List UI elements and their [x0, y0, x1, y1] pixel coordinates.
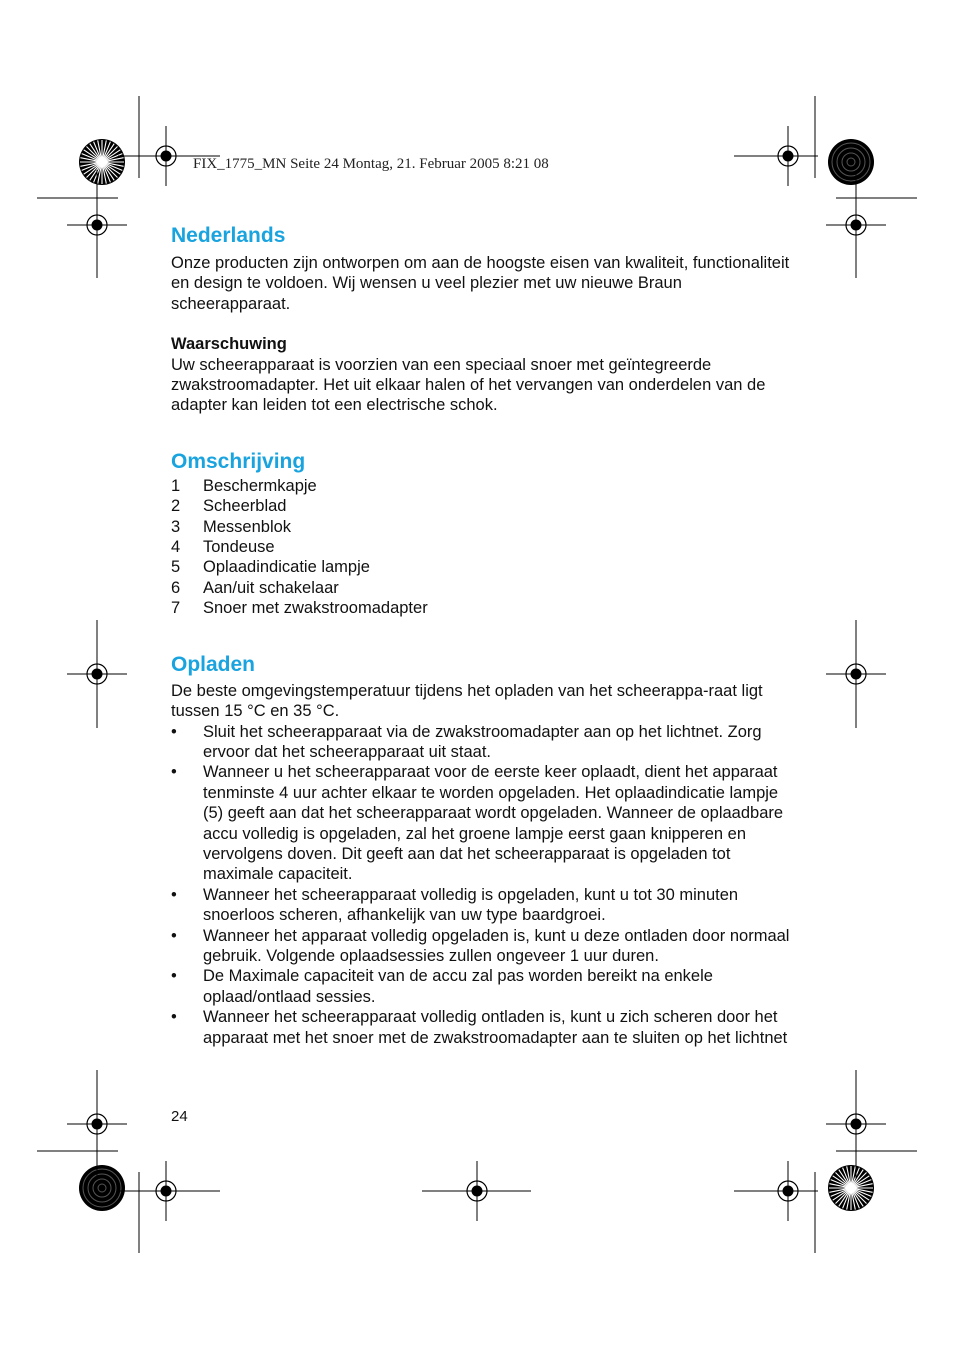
page-content	[171, 222, 791, 1048]
list-item	[171, 537, 791, 557]
bullet: •	[171, 885, 177, 904]
bullet: •	[171, 722, 177, 741]
item-text: Messenblok	[203, 517, 292, 536]
item-number: 7	[171, 599, 181, 618]
item-text: Wanneer het scheerapparaat volledig ontladen is, kunt u zich scheren door het apparaat met het snoer met de zwakstroomadapter aan te sluiten op het lichtnet	[203, 1008, 788, 1047]
list-item	[171, 496, 791, 516]
print-slug: FIX_1775_MN Seite 24 Montag, 21. Februar 2005 8:21 08	[193, 156, 549, 172]
bullet: •	[171, 926, 177, 945]
bullet: •	[171, 1008, 177, 1027]
list-item	[171, 578, 791, 598]
item-text: Wanneer het apparaat volledig opgeladen is, kunt u deze ontladen door normaal gebruik. Volgende oplaadsessies zullen ongeveer 1 uur duren.	[203, 926, 790, 965]
list-item	[171, 762, 791, 884]
item-text: Sluit het scheerapparaat via de zwakstroomadapter aan op het lichtnet. Zorg ervoor dat het scheerapparaat uit staat.	[203, 722, 762, 761]
bullet: •	[171, 967, 177, 986]
item-text: Tondeuse	[203, 538, 275, 557]
item-number: 3	[171, 517, 181, 536]
item-text: Aan/uit schakelaar	[203, 578, 339, 597]
parts-list	[171, 476, 791, 619]
item-text: Wanneer het scheerapparaat volledig is opgeladen, kunt u tot 30 minuten snoerloos scheren, afhankelijk van uw type baardgroei.	[203, 885, 739, 925]
item-text: De Maximale capaciteit van de accu zal pas worden bereikt na enkele oplaad/ontlaad sessies.	[203, 967, 713, 1006]
list-item	[171, 885, 791, 926]
heading-opladen: Opladen	[171, 652, 256, 676]
item-number: 4	[171, 538, 181, 557]
item-number: 2	[171, 497, 181, 516]
item-text: Wanneer u het scheerapparaat voor de eerste keer oplaadt, dient het apparaat tenminste 4 uur achter elkaar te worden opgeladen. Het oplaadindicatie lampje (5) geeft aan dat het scheerapparaat wordt opgeladen. Wanneer de oplaadbare accu volledig is opgeladen, zal het groene lampje eerst gaan knipperen en vervolgens doven. Dit geeft aan dat het scheerapparaat is opgeladen tot maximale capaciteit.	[203, 763, 784, 884]
item-number: 6	[171, 578, 181, 597]
item-text: Scheerblad	[203, 497, 287, 516]
item-number: 5	[171, 558, 181, 577]
warning-title: Waarschuwing	[171, 335, 287, 354]
item-text: Beschermkapje	[203, 476, 317, 495]
intro-paragraph: Onze producten zijn ontworpen om aan de hoogste eisen van kwaliteit, functionaliteit en design te voldoen. Wij wensen u veel plezier met uw nieuwe Braun scheerapparaat.	[171, 254, 790, 313]
list-item	[171, 722, 791, 763]
charging-intro: De beste omgevingstemperatuur tijdens het opladen van het scheerappa-raat ligt tussen 15 °C en 35 °C.	[171, 681, 763, 721]
list-item	[171, 598, 791, 618]
page-number: 24	[171, 1108, 188, 1125]
item-number: 1	[171, 476, 181, 495]
list-item	[171, 926, 791, 967]
charging-list	[171, 722, 791, 1049]
heading-nederlands: Nederlands	[171, 224, 286, 247]
list-item	[171, 476, 791, 496]
warning-paragraph: Uw scheerapparaat is voorzien van een speciaal snoer met geïntegreerde zwakstroomadapter. Het uit elkaar halen of het vervangen van onderdelen van de adapter kan leiden tot een electrische schok.	[171, 355, 766, 415]
list-item	[171, 557, 791, 577]
list-item	[171, 1007, 791, 1048]
heading-omschrijving: Omschrijving	[171, 449, 306, 473]
item-text: Snoer met zwakstroomadapter	[203, 599, 428, 618]
list-item	[171, 517, 791, 537]
item-text: Oplaadindicatie lampje	[203, 558, 370, 577]
bullet: •	[171, 763, 177, 782]
list-item	[171, 966, 791, 1007]
